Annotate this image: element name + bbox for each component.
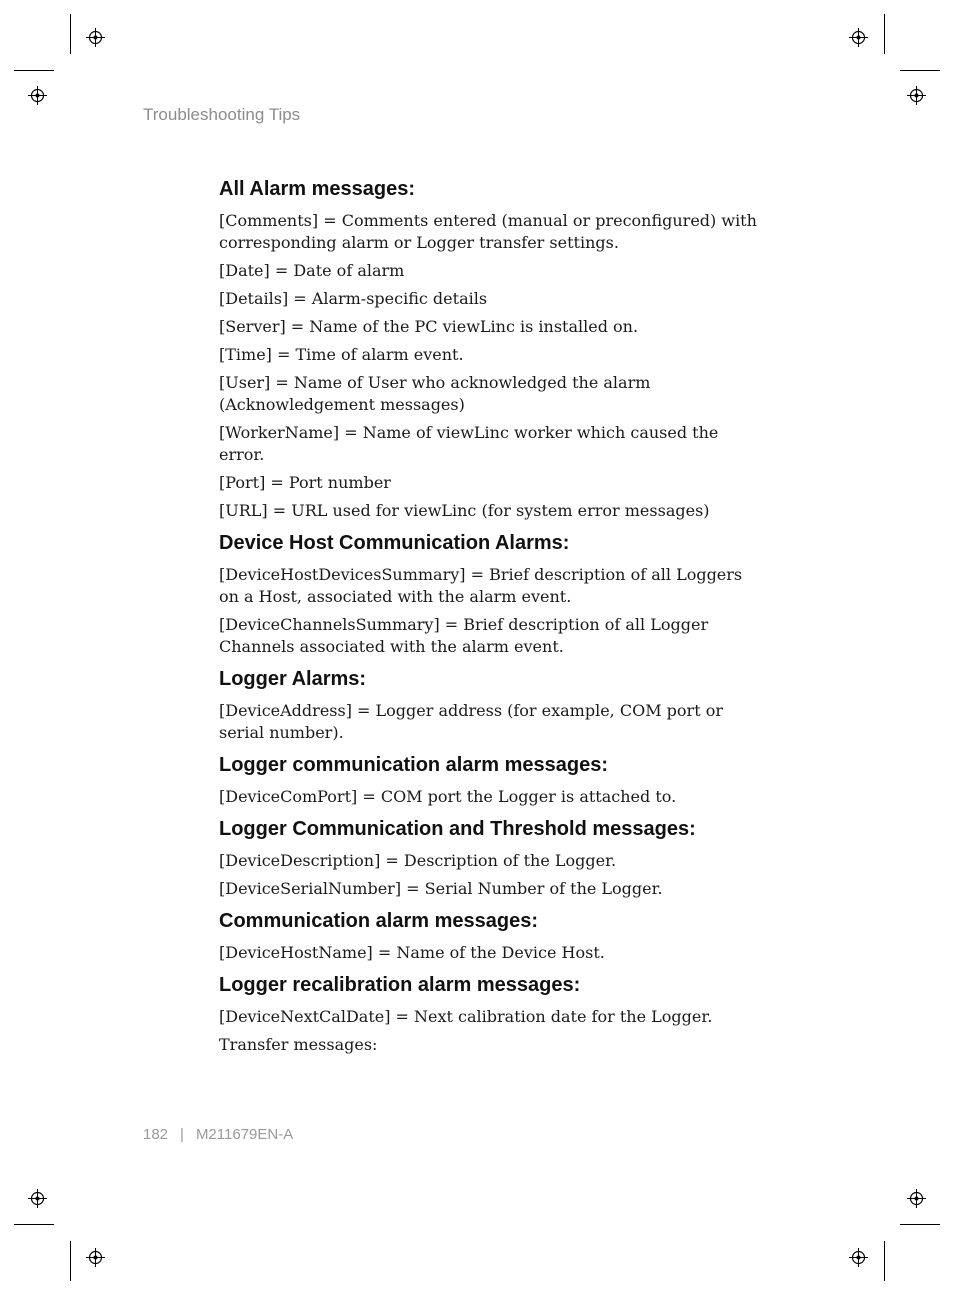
crop-mark [900, 1224, 940, 1225]
section-communication-alarm-messages [219, 908, 767, 964]
section-heading: Logger Alarms: [219, 668, 367, 690]
paragraph: [DeviceDescription] = Description of the Logger. [219, 851, 617, 870]
registration-mark-icon [86, 28, 105, 47]
paragraph: [DeviceAddress] = Logger address (for example, COM port or serial number). [219, 701, 723, 742]
section-logger-alarms [219, 666, 767, 744]
crop-mark [884, 14, 885, 54]
registration-mark-icon [907, 86, 926, 105]
section-heading: Logger Communication and Threshold messages: [219, 818, 696, 840]
registration-mark-icon [849, 1248, 868, 1267]
page-footer [143, 1126, 293, 1143]
paragraph: [DeviceChannelsSummary] = Brief description of all Logger Channels associated with the alarm event. [219, 615, 709, 656]
paragraph: [DeviceHostName] = Name of the Device Host. [219, 943, 605, 962]
section-logger-communication-threshold-messages [219, 816, 767, 900]
paragraph: [DeviceComPort] = COM port the Logger is attached to. [219, 787, 677, 806]
section-device-host-communication-alarms [219, 530, 767, 658]
paragraph: [Comments] = Comments entered (manual or preconfigured) with corresponding alarm or Logger transfer settings. [219, 211, 757, 252]
running-head: Troubleshooting Tips [143, 105, 301, 124]
crop-mark [14, 1224, 54, 1225]
crop-mark [900, 70, 940, 71]
page-number: 182 [143, 1126, 169, 1143]
paragraph: [Server] = Name of the PC viewLinc is installed on. [219, 317, 639, 336]
registration-mark-icon [28, 86, 47, 105]
section-heading: Communication alarm messages: [219, 910, 538, 932]
crop-mark [14, 70, 54, 71]
section-logger-communication-alarm-messages [219, 752, 767, 808]
registration-mark-icon [907, 1189, 926, 1208]
section-heading: Logger communication alarm messages: [219, 754, 609, 776]
paragraph: [Date] = Date of alarm [219, 261, 405, 280]
paragraph: [URL] = URL used for viewLinc (for system error messages) [219, 501, 710, 520]
paragraph: [DeviceHostDevicesSummary] = Brief description of all Loggers on a Host, associated with the alarm event. [219, 565, 743, 606]
section-heading: Device Host Communication Alarms: [219, 532, 570, 554]
paragraph: [DeviceNextCalDate] = Next calibration date for the Logger. [219, 1007, 713, 1026]
crop-mark [70, 1241, 71, 1281]
section-logger-recalibration-alarm-messages [219, 972, 767, 1056]
page-content [219, 176, 767, 1064]
paragraph: [DeviceSerialNumber] = Serial Number of the Logger. [219, 879, 663, 898]
paragraph: [Time] = Time of alarm event. [219, 345, 464, 364]
paragraph: Transfer messages: [219, 1035, 378, 1054]
crop-mark [70, 14, 71, 54]
document-code: M211679EN-A [195, 1126, 294, 1143]
registration-mark-icon [86, 1248, 105, 1267]
section-heading: Logger recalibration alarm messages: [219, 974, 581, 996]
paragraph: [User] = Name of User who acknowledged the alarm (Acknowledgement messages) [219, 373, 651, 414]
section-all-alarm-messages [219, 176, 767, 522]
section-heading: All Alarm messages: [219, 178, 416, 200]
paragraph: [WorkerName] = Name of viewLinc worker which caused the error. [219, 423, 719, 464]
footer-separator: | [180, 1126, 184, 1143]
crop-mark [884, 1241, 885, 1281]
paragraph: [Port] = Port number [219, 473, 391, 492]
paragraph: [Details] = Alarm-specific details [219, 289, 488, 308]
registration-mark-icon [849, 28, 868, 47]
registration-mark-icon [28, 1189, 47, 1208]
